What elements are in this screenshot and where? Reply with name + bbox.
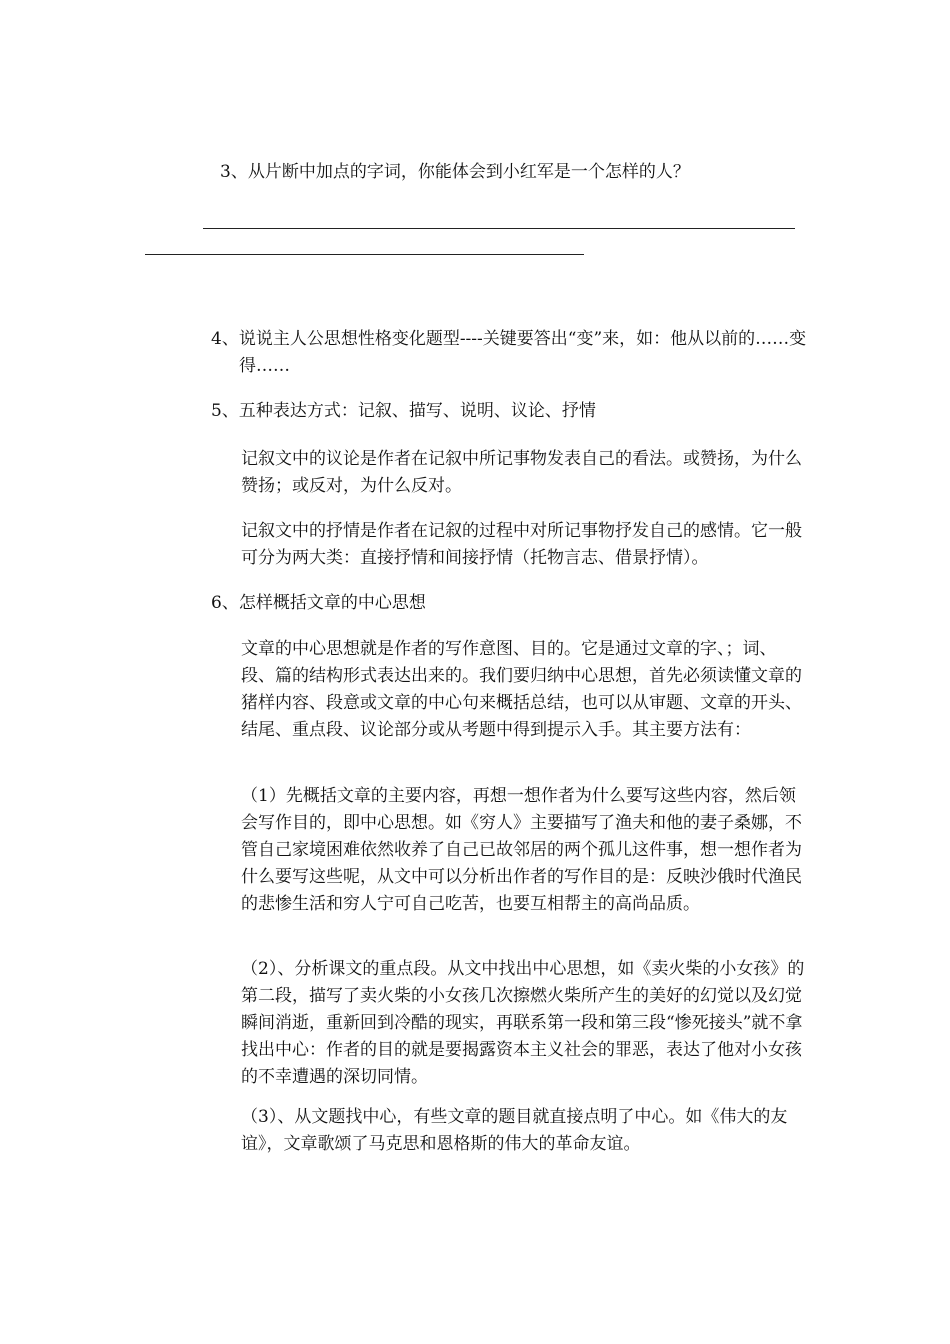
section-5-paragraph-lyric: 记叙文中的抒情是作者在记叙的过程中对所记事物抒发自己的感情。它一般可分为两大类：直接抒情和间接抒情（托物言志、借景抒情）。 [241,521,802,568]
method-3: （3）、从文题找中心，有些文章的题目就直接点明了中心。如《伟大的友谊》，文章歌颂了马克思和恩格斯的伟大的革命友谊。 [241,1107,788,1154]
method-1: （1）先概括文章的主要内容，再想一想作者为什么要写这些内容，然后领会写作目的，即中心思想。如《穷人》主要描写了渔夫和他的妻子桑娜，不管自己家境困难依然收养了自己已故邻居的两个孤儿这件事，想一想作者为什么要写这些呢，从文中可以分析出作者的写作目的是：反映沙俄时代渔民的悲惨生活和穷人宁可自己吃苦，也要互相帮主的高尚品质。 [241,786,802,914]
section-6-intro: 文章的中心思想就是作者的写作意图、目的。它是通过文章的字、；词、段、篇的结构形式表达出来的。我们要归纳中心思想，首先必须读懂文章的猪样内容、段意或文章的中心句来概括总结，也可以从审题、文章的开头、结尾、重点段、议论部分或从考题中得到提示入手。其主要方法有： [241,639,802,740]
answer-line-2[interactable] [145,254,584,255]
question-4: 4、说说主人公思想性格变化题型----关键要答出“变”来，如：他从以前的……变得…… [211,329,807,376]
section-5-paragraph-discussion: 记叙文中的议论是作者在记叙中所记事物发表自己的看法。或赞扬，为什么赞扬；或反对，为什么反对。 [241,449,802,496]
question-3: 3、从片断中加点的字词，你能体会到小红军是一个怎样的人？ [220,162,690,182]
method-2: （2）、分析课文的重点段。从文中找出中心思想，如《卖火柴的小女孩》的第二段，描写了卖火柴的小女孩几次擦燃火柴所产生的美好的幻觉以及幻觉瞬间消逝，重新回到冷酷的现实，再联系第一段和第三段“惨死接头”就不拿找出中心：作者的目的就是要揭露资本主义社会的罪恶，表达了他对小女孩的不幸遭遇的深切同情。 [241,959,805,1087]
section-5-title: 5、五种表达方式：记叙、描写、说明、议论、抒情 [211,401,596,421]
answer-line-1[interactable] [203,228,795,229]
section-6-title: 6、怎样概括文章的中心思想 [211,593,426,613]
